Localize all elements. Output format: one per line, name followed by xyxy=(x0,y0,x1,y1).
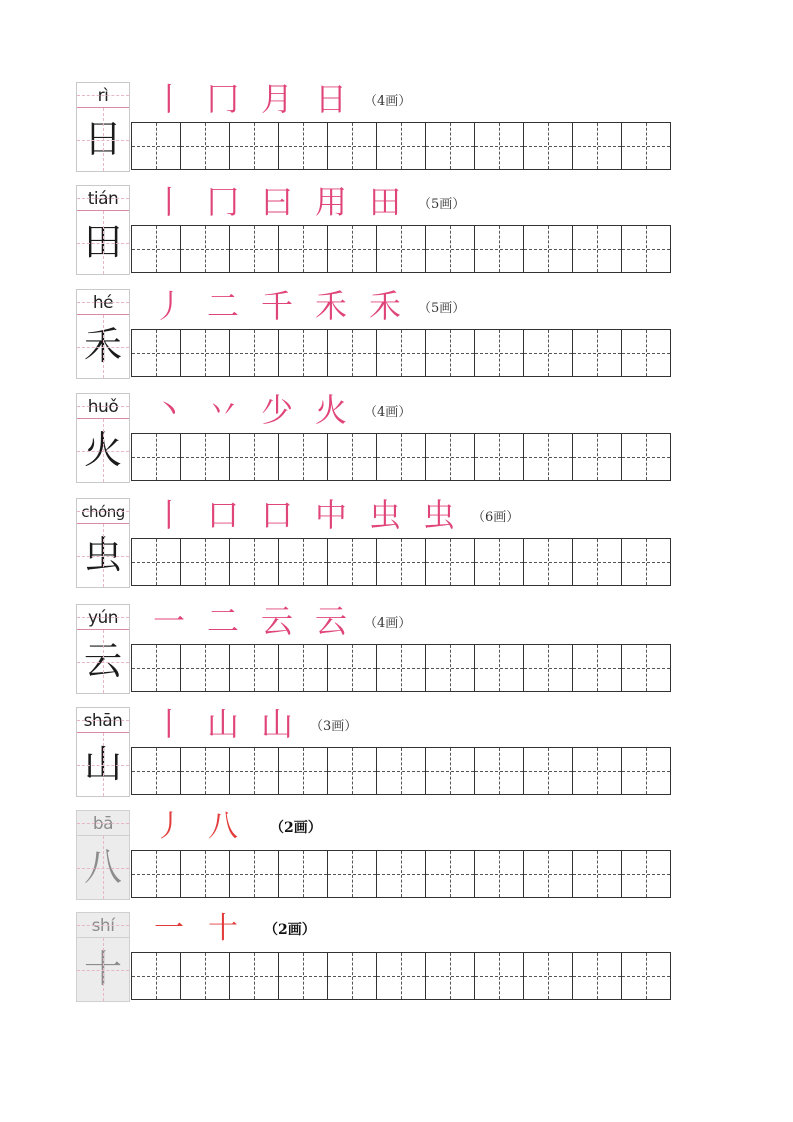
grid-cell[interactable] xyxy=(279,953,328,999)
grid-cell[interactable] xyxy=(475,953,524,999)
grid-cell[interactable] xyxy=(475,330,524,376)
grid-cell[interactable] xyxy=(426,226,475,272)
grid-cell[interactable] xyxy=(132,953,181,999)
grid-cell[interactable] xyxy=(524,539,573,585)
grid-cell[interactable] xyxy=(132,748,181,794)
grid-cell[interactable] xyxy=(279,851,328,897)
grid-cell[interactable] xyxy=(573,539,622,585)
grid-cell[interactable] xyxy=(622,748,670,794)
grid-cell[interactable] xyxy=(132,539,181,585)
grid-cell[interactable] xyxy=(328,123,377,169)
grid-cell[interactable] xyxy=(132,226,181,272)
grid-cell[interactable] xyxy=(132,851,181,897)
grid-cell[interactable] xyxy=(377,748,426,794)
grid-cell[interactable] xyxy=(475,748,524,794)
stroke-count: （2画） xyxy=(264,922,316,938)
grid-cell[interactable] xyxy=(573,123,622,169)
grid-cell[interactable] xyxy=(622,123,670,169)
stroke-count: （4画） xyxy=(364,615,412,631)
grid-cell[interactable] xyxy=(279,330,328,376)
grid-cell[interactable] xyxy=(132,645,181,691)
grid-cell[interactable] xyxy=(230,953,279,999)
stroke-order xyxy=(142,808,322,846)
stroke-count: （4画） xyxy=(364,404,412,420)
grid-cell[interactable] xyxy=(426,434,475,480)
stroke-step: 丨 xyxy=(152,496,185,534)
stroke-step: 二 xyxy=(206,287,239,325)
practice-row-chong xyxy=(76,498,676,590)
grid-cell[interactable] xyxy=(230,539,279,585)
stroke-step: 口 xyxy=(206,496,239,534)
grid-cell[interactable] xyxy=(181,123,230,169)
grid-cell[interactable] xyxy=(622,645,670,691)
grid-cell[interactable] xyxy=(181,226,230,272)
grid-cell[interactable] xyxy=(426,123,475,169)
practice-row-huo xyxy=(76,393,676,485)
grid-cell[interactable] xyxy=(132,123,181,169)
grid-cell[interactable] xyxy=(181,953,230,999)
grid-cell[interactable] xyxy=(181,851,230,897)
grid-cell[interactable] xyxy=(622,539,670,585)
character-card xyxy=(76,604,130,694)
stroke-step: 丨 xyxy=(152,705,185,743)
grid-cell[interactable] xyxy=(230,226,279,272)
grid-cell[interactable] xyxy=(230,748,279,794)
stroke-count: （5画） xyxy=(418,196,466,212)
stroke-step: 山 xyxy=(206,705,239,743)
grid-cell[interactable] xyxy=(181,748,230,794)
stroke-order xyxy=(142,910,316,948)
grid-cell[interactable] xyxy=(377,226,426,272)
grid-cell[interactable] xyxy=(279,123,328,169)
grid-cell[interactable] xyxy=(279,539,328,585)
stroke-count: （2画） xyxy=(270,820,322,836)
grid-cell[interactable] xyxy=(622,851,670,897)
grid-cell[interactable] xyxy=(426,953,475,999)
grid-cell[interactable] xyxy=(475,851,524,897)
stroke-step: 山 xyxy=(260,705,293,743)
stroke-step: 丶 xyxy=(152,391,185,429)
grid-cell[interactable] xyxy=(475,645,524,691)
hanzi-label: 禾 xyxy=(77,315,129,378)
grid-cell[interactable] xyxy=(524,953,573,999)
grid-cell[interactable] xyxy=(573,953,622,999)
grid-cell[interactable] xyxy=(475,434,524,480)
stroke-step: 十 xyxy=(208,911,238,946)
grid-cell[interactable] xyxy=(426,851,475,897)
character-card xyxy=(76,912,130,1002)
pinyin-label: chóng xyxy=(77,499,129,524)
grid-cell[interactable] xyxy=(475,123,524,169)
stroke-order xyxy=(142,287,465,325)
stroke-order xyxy=(142,496,519,534)
stroke-step: 禾 xyxy=(314,287,347,325)
practice-row-ri xyxy=(76,82,676,174)
grid-cell[interactable] xyxy=(328,330,377,376)
character-card xyxy=(76,707,130,797)
writing-grid xyxy=(131,538,671,586)
grid-cell[interactable] xyxy=(181,645,230,691)
hanzi-label: 八 xyxy=(77,836,129,899)
grid-cell[interactable] xyxy=(524,434,573,480)
stroke-count: （5画） xyxy=(418,300,466,316)
grid-cell[interactable] xyxy=(181,434,230,480)
pinyin-label: bā xyxy=(77,811,129,836)
stroke-step: 丨 xyxy=(152,80,185,118)
grid-cell[interactable] xyxy=(622,226,670,272)
pinyin-label: huǒ xyxy=(77,394,129,419)
pinyin-label: rì xyxy=(77,83,129,108)
stroke-step: 曰 xyxy=(260,183,293,221)
stroke-step: 口 xyxy=(260,496,293,534)
grid-cell[interactable] xyxy=(573,645,622,691)
grid-cell[interactable] xyxy=(181,330,230,376)
grid-cell[interactable] xyxy=(426,645,475,691)
grid-cell[interactable] xyxy=(573,748,622,794)
grid-cell[interactable] xyxy=(573,434,622,480)
stroke-step: 用 xyxy=(314,183,347,221)
writing-grid xyxy=(131,850,671,898)
grid-cell[interactable] xyxy=(328,434,377,480)
character-card xyxy=(76,185,130,275)
grid-cell[interactable] xyxy=(328,953,377,999)
stroke-step: 火 xyxy=(314,391,347,429)
stroke-step: 丷 xyxy=(206,391,239,429)
stroke-step: 虫 xyxy=(422,496,455,534)
pinyin-label: shān xyxy=(77,708,129,733)
stroke-step: 田 xyxy=(368,183,401,221)
stroke-step: 丿 xyxy=(154,809,184,844)
grid-cell[interactable] xyxy=(377,645,426,691)
grid-cell[interactable] xyxy=(230,330,279,376)
grid-cell[interactable] xyxy=(132,434,181,480)
hanzi-label: 山 xyxy=(77,733,129,796)
practice-row-ba xyxy=(76,810,676,902)
grid-cell[interactable] xyxy=(230,123,279,169)
character-card xyxy=(76,393,130,483)
stroke-step: 冂 xyxy=(206,183,239,221)
stroke-step: 日 xyxy=(314,80,347,118)
stroke-count: （4画） xyxy=(364,93,412,109)
stroke-step: 丿 xyxy=(152,287,185,325)
writing-grid xyxy=(131,952,671,1000)
stroke-step: 中 xyxy=(314,496,347,534)
stroke-step: 少 xyxy=(260,391,293,429)
grid-cell[interactable] xyxy=(279,434,328,480)
grid-cell[interactable] xyxy=(426,330,475,376)
stroke-step: 二 xyxy=(206,602,239,640)
grid-cell[interactable] xyxy=(377,539,426,585)
character-card xyxy=(76,289,130,379)
practice-row-he xyxy=(76,289,676,381)
stroke-step: 虫 xyxy=(368,496,401,534)
grid-cell[interactable] xyxy=(328,748,377,794)
grid-cell[interactable] xyxy=(377,123,426,169)
stroke-step: 云 xyxy=(260,602,293,640)
stroke-count: （3画） xyxy=(310,718,358,734)
grid-cell[interactable] xyxy=(573,330,622,376)
pinyin-label: yún xyxy=(77,605,129,630)
grid-cell[interactable] xyxy=(524,851,573,897)
stroke-count: （6画） xyxy=(472,509,520,525)
writing-grid xyxy=(131,329,671,377)
practice-row-tian xyxy=(76,185,676,277)
stroke-step: 冂 xyxy=(206,80,239,118)
grid-cell[interactable] xyxy=(132,330,181,376)
grid-cell[interactable] xyxy=(573,226,622,272)
stroke-order xyxy=(142,602,411,640)
grid-cell[interactable] xyxy=(475,539,524,585)
grid-cell[interactable] xyxy=(377,851,426,897)
grid-cell[interactable] xyxy=(377,330,426,376)
hanzi-label: 十 xyxy=(77,938,129,1001)
stroke-order xyxy=(142,391,411,429)
hanzi-label: 虫 xyxy=(77,524,129,587)
grid-cell[interactable] xyxy=(426,748,475,794)
stroke-step: 一 xyxy=(154,911,184,946)
stroke-order xyxy=(142,80,411,118)
grid-cell[interactable] xyxy=(328,226,377,272)
grid-cell[interactable] xyxy=(328,851,377,897)
pinyin-label: hé xyxy=(77,290,129,315)
grid-cell[interactable] xyxy=(279,645,328,691)
pinyin-label: tián xyxy=(77,186,129,211)
pinyin-label: shí xyxy=(77,913,129,938)
grid-cell[interactable] xyxy=(426,539,475,585)
grid-cell[interactable] xyxy=(622,434,670,480)
practice-row-yun xyxy=(76,604,676,696)
grid-cell[interactable] xyxy=(377,953,426,999)
grid-cell[interactable] xyxy=(524,123,573,169)
grid-cell[interactable] xyxy=(622,330,670,376)
stroke-step: 八 xyxy=(208,809,238,844)
grid-cell[interactable] xyxy=(622,953,670,999)
character-card xyxy=(76,498,130,588)
grid-cell[interactable] xyxy=(230,851,279,897)
writing-grid xyxy=(131,644,671,692)
grid-cell[interactable] xyxy=(279,748,328,794)
character-card xyxy=(76,82,130,172)
hanzi-label: 田 xyxy=(77,211,129,274)
grid-cell[interactable] xyxy=(524,226,573,272)
grid-cell[interactable] xyxy=(377,434,426,480)
practice-row-shi xyxy=(76,912,676,1004)
writing-grid xyxy=(131,747,671,795)
stroke-step: 一 xyxy=(152,602,185,640)
stroke-order xyxy=(142,705,357,743)
stroke-step: 丨 xyxy=(152,183,185,221)
grid-cell[interactable] xyxy=(230,434,279,480)
grid-cell[interactable] xyxy=(475,226,524,272)
grid-cell[interactable] xyxy=(524,645,573,691)
grid-cell[interactable] xyxy=(524,330,573,376)
stroke-step: 禾 xyxy=(368,287,401,325)
stroke-step: 千 xyxy=(260,287,293,325)
practice-row-shan xyxy=(76,707,676,799)
writing-grid xyxy=(131,122,671,170)
hanzi-label: 云 xyxy=(77,630,129,693)
grid-cell[interactable] xyxy=(230,645,279,691)
writing-grid xyxy=(131,225,671,273)
stroke-step: 月 xyxy=(260,80,293,118)
grid-cell[interactable] xyxy=(181,539,230,585)
writing-grid xyxy=(131,433,671,481)
stroke-step: 云 xyxy=(314,602,347,640)
hanzi-label: 日 xyxy=(77,108,129,171)
grid-cell[interactable] xyxy=(328,645,377,691)
hanzi-label: 火 xyxy=(77,419,129,482)
grid-cell[interactable] xyxy=(328,539,377,585)
grid-cell[interactable] xyxy=(524,748,573,794)
grid-cell[interactable] xyxy=(573,851,622,897)
stroke-order xyxy=(142,183,465,221)
character-card xyxy=(76,810,130,900)
grid-cell[interactable] xyxy=(279,226,328,272)
